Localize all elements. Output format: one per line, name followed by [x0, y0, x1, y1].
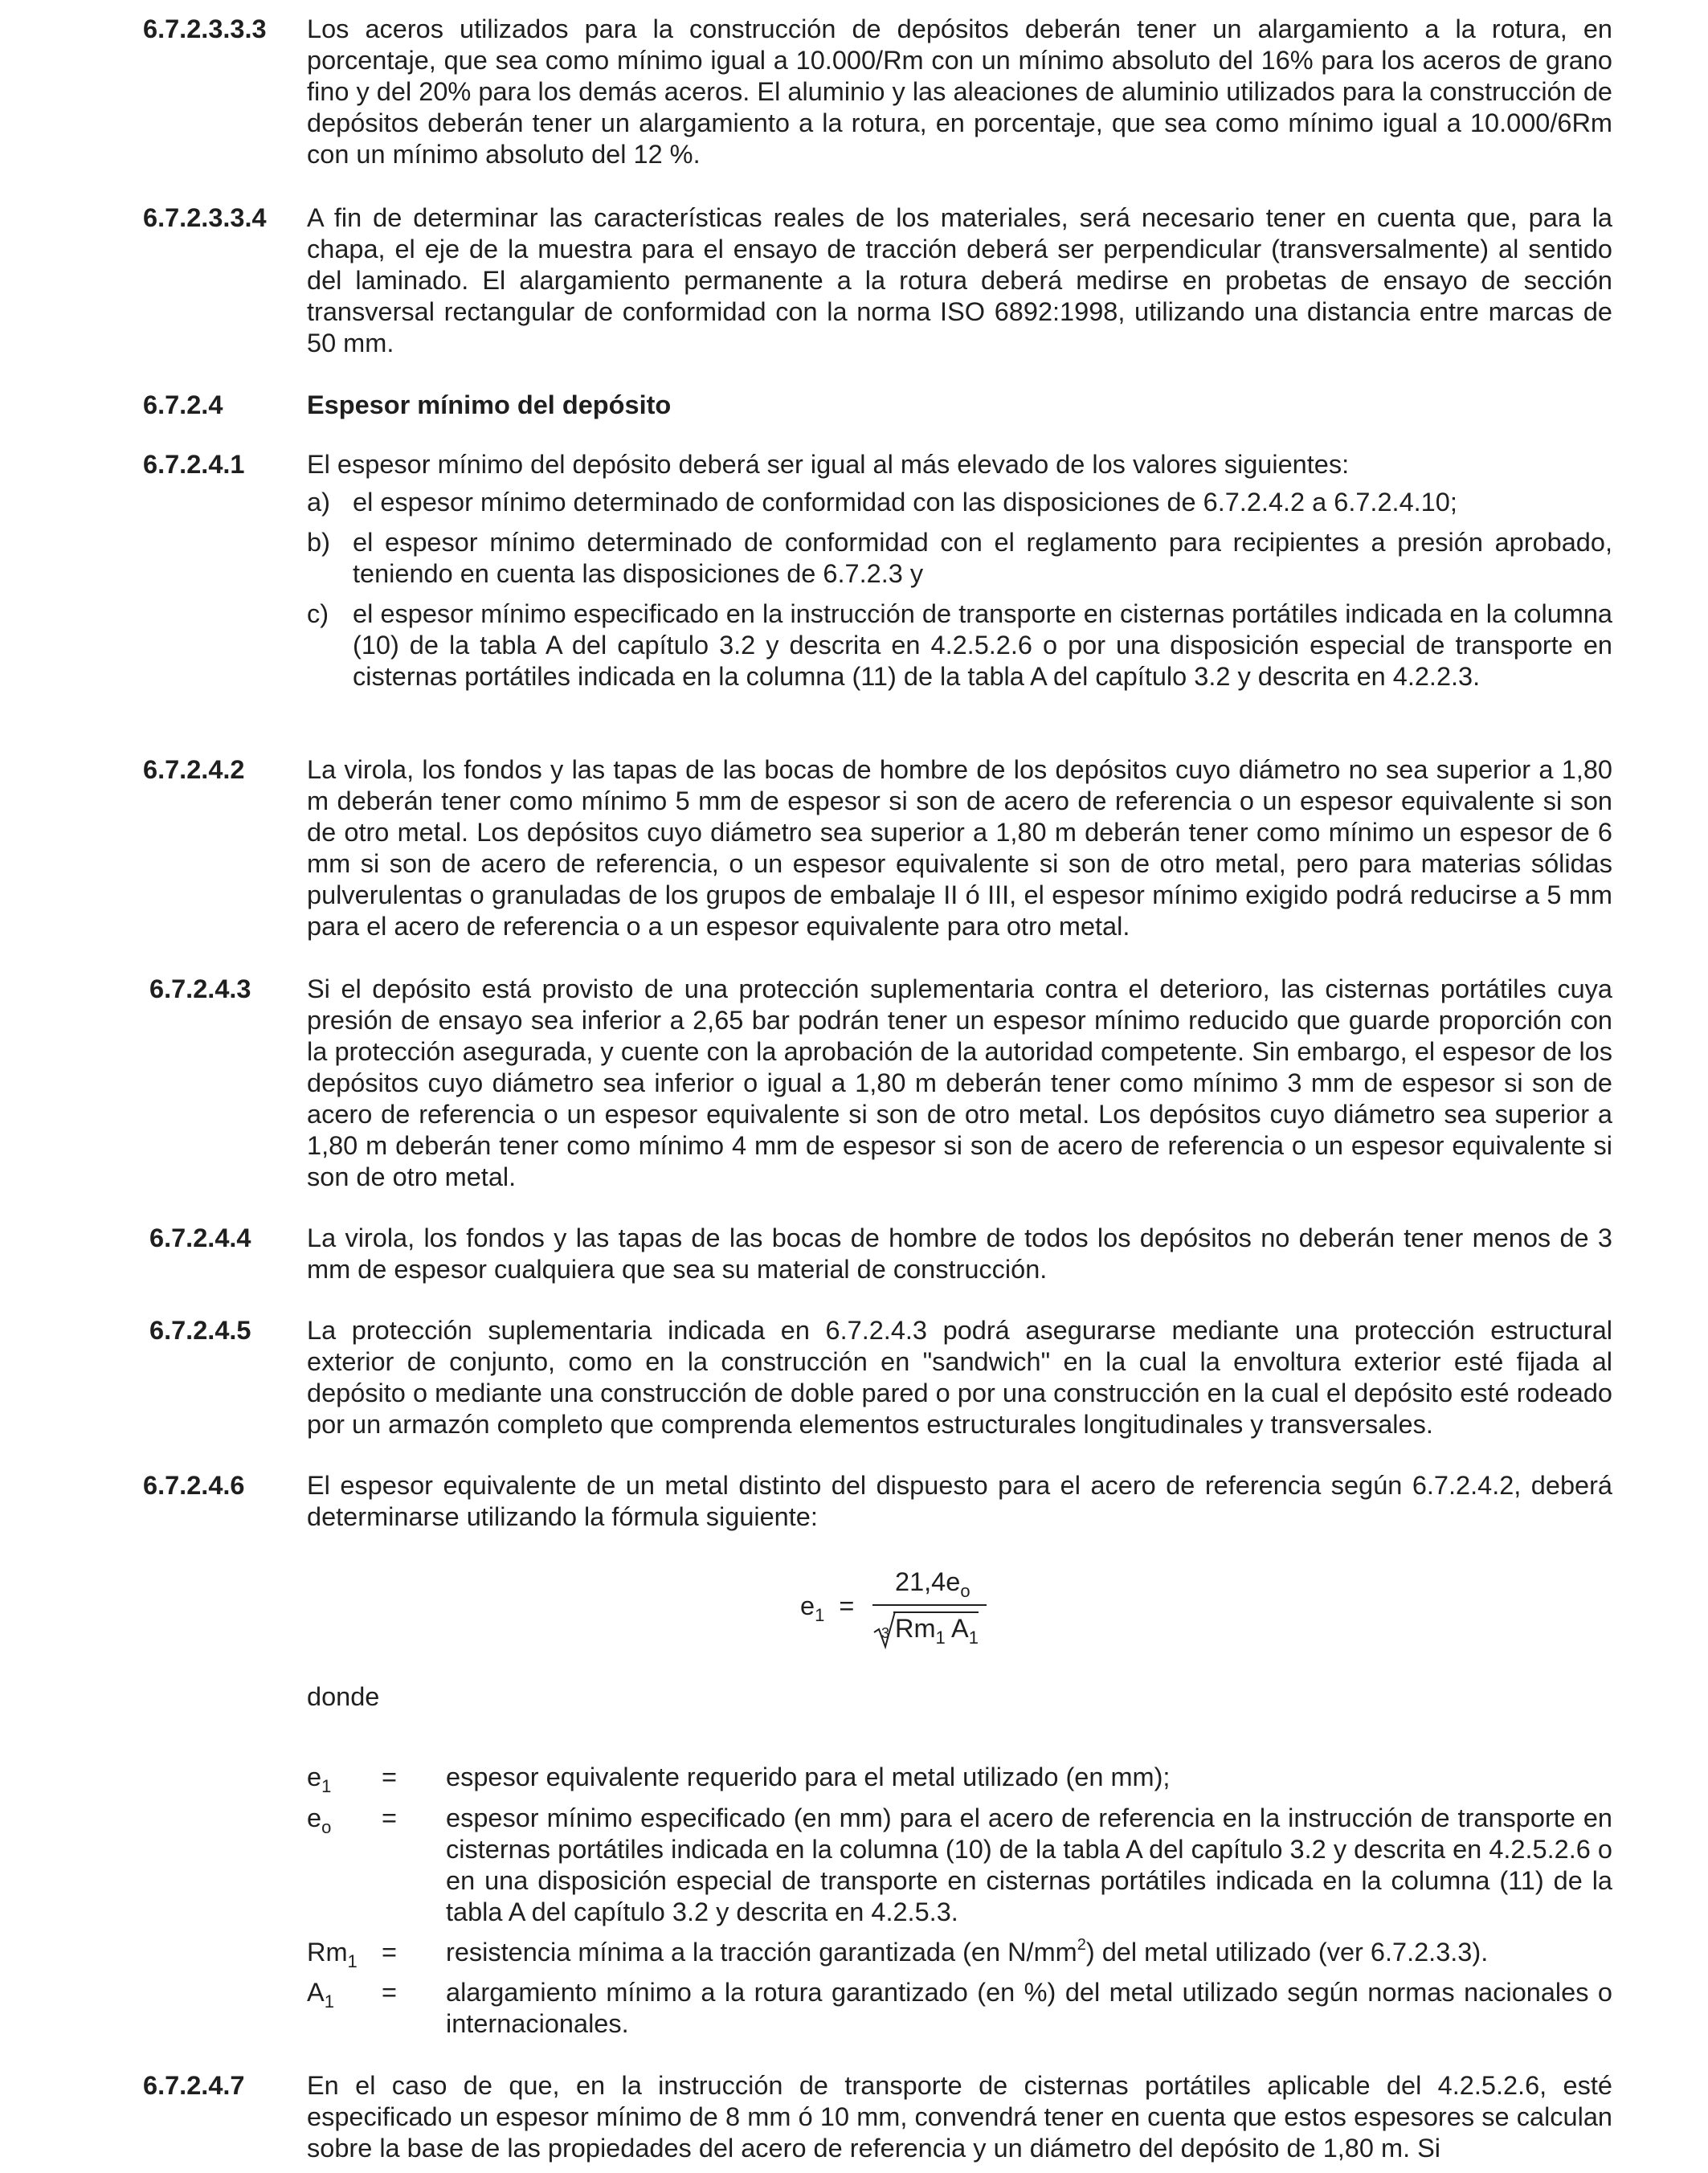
- equivalent-thickness-formula: [800, 1566, 993, 1655]
- clause-number: 6.7.2.4.6: [143, 1471, 245, 1500]
- definition-text: espesor equivalente requerido para el metal utilizado (en mm);: [446, 1762, 1171, 1791]
- definition-equals: =: [382, 1762, 397, 1791]
- definition-symbol: $Rm_1$: [307, 1938, 358, 1971]
- donde-label: donde: [307, 1682, 380, 1711]
- clause-text: A fin de determinar las características reales de los materiales, será necesario tener en cuenta que, para la chapa, el eje de la muestra para el ensayo de tracción deberá ser perpendicular (transversalmente) al sentido del laminado. El alargamiento permanente a la rotura deberá medirse en probetas de ensayo de sección transversal rectangular de conformidad con la norma ISO 6892:1998, utilizando una distancia entre marcas de 50 mm.: [307, 203, 1612, 357]
- list-label: c): [307, 599, 329, 628]
- formula-denominator: [872, 1608, 1001, 1656]
- list-label: a): [307, 488, 330, 517]
- formula-lhs: $e_1$ =: [800, 1591, 855, 1625]
- section-title: Espesor mínimo del depósito: [307, 390, 672, 419]
- clause-text: En el caso de que, en la instrucción de transporte de cisternas portátiles aplicable del 4.2.5.2.6, esté especificado un espesor mínimo de 8 mm ó 10 mm, convendrá tener en cuenta que estos espesores se calculan sobre la base de las propiedades del acero de referencia y un diámetro del depósito de 1,80 m. Si: [307, 2071, 1612, 2163]
- clause-number: 6.7.2.4.1: [143, 450, 245, 479]
- fraction-bar: [872, 1604, 987, 1606]
- clause-number: 6.7.2.3.3.4: [143, 203, 267, 232]
- definition-text: espesor mínimo especificado (en mm) para el acero de referencia en la instrucción de transporte en cisternas portátiles indicada en la columna (10) de la tabla A del capítulo 3.2 y descrita en 4.2.5.2.6 o en una disposición especial de transporte en cisternas portátiles indicada en la columna (11) de la tabla A del capítulo 3.2 y descrita en 4.2.5.3.: [446, 1803, 1612, 1926]
- clause-number: 6.7.2.4.4: [149, 1223, 251, 1252]
- list-text: el espesor mínimo especificado en la instrucción de transporte en cisternas portátiles indicada en la columna (10) de la tabla A del capítulo 3.2 y descrita en 4.2.5.2.6 o por una disposición especial de transporte en cisternas portátiles indicada en la columna (11) de la tabla A del capítulo 3.2 y descrita en 4.2.2.3.: [353, 599, 1612, 691]
- clause-number: 6.7.2.4.3: [149, 974, 251, 1003]
- definition-symbol: $e_1$: [307, 1762, 332, 1796]
- section-number: 6.7.2.4: [143, 390, 223, 419]
- list-label: b): [307, 528, 330, 557]
- definition-text: resistencia mínima a la tracción garantizada (en $N/mm^2$) del metal utilizado (ver 6.7.2.3.3).: [446, 1936, 1489, 1967]
- definition-symbol: $e_o$: [307, 1803, 332, 1837]
- clause-text: Si el depósito está provisto de una protección suplementaria contra el deterioro, las cisternas portátiles cuya presión de ensayo sea inferior a 2,65 bar podrán tener un espesor mínimo reducido que guarde proporción con la protección asegurada, y cuente con la aprobación de la autoridad competente. Sin embargo, el espesor de los depósitos cuyo diámetro sea inferior o igual a 1,80 m deberán tener como mínimo 3 mm de espesor si son de acero de referencia o un espesor equivalente si son de otro metal. Los depósitos cuyo diámetro sea superior a 1,80 m deberán tener como mínimo 4 mm de espesor si son de acero de referencia o un espesor equivalente si son de otro metal.: [307, 974, 1612, 1191]
- clause-text: El espesor mínimo del depósito deberá ser igual al más elevado de los valores siguientes:: [307, 450, 1350, 479]
- definition-symbol: $A_1$: [307, 1978, 334, 2012]
- clause-text: La protección suplementaria indicada en 6.7.2.4.3 podrá asegurarse mediante una protección estructural exterior de conjunto, como en la construcción en "sandwich" en la cual la envoltura exterior esté fijada al depósito o mediante una construcción de doble pared o por una construcción en la cual el depósito esté rodeado por un armazón completo que comprenda elementos estructurales longitudinales y transversales.: [307, 1316, 1612, 1439]
- root-index: 3: [881, 1625, 890, 1641]
- definition-equals: =: [382, 1938, 397, 1967]
- list-text: el espesor mínimo determinado de conformidad con el reglamento para recipientes a presión aprobado, teniendo en cuenta las disposiciones de 6.7.2.3 y: [353, 528, 1612, 588]
- formula-numerator: $21,4e_o$: [895, 1567, 970, 1601]
- clause-text: La virola, los fondos y las tapas de las bocas de hombre de todos los depósitos no deberán tener menos de 3 mm de espesor cualquiera que sea su material de construcción.: [307, 1223, 1612, 1284]
- clause-number: 6.7.2.4.5: [149, 1316, 251, 1345]
- definition-equals: =: [382, 1803, 397, 1832]
- list-text: el espesor mínimo determinado de conformidad con las disposiciones de 6.7.2.4.2 a 6.7.2.4.10;: [353, 488, 1457, 517]
- clause-number: 6.7.2.4.2: [143, 755, 245, 784]
- definition-equals: =: [382, 1978, 397, 2007]
- clause-text: Los aceros utilizados para la construcción de depósitos deberán tener un alargamiento a la rotura, en porcentaje, que sea como mínimo igual a 10.000/Rm con un mínimo absoluto del 16% para los aceros de grano fino y del 20% para los demás aceros. El aluminio y las aleaciones de aluminio utilizados para la construcción de depósitos deberán tener un alargamiento a la rotura, en porcentaje, que sea como mínimo igual a 10.000/6Rm con un mínimo absoluto del 12 %.: [307, 14, 1612, 169]
- clause-number: 6.7.2.4.7: [143, 2071, 245, 2100]
- denominator-text: $Rm_1$ $A_1$: [893, 1611, 979, 1647]
- clause-text: El espesor equivalente de un metal distinto del dispuesto para el acero de referencia según 6.7.2.4.2, deberá determinarse utilizando la fórmula siguiente:: [307, 1471, 1612, 1531]
- clause-number: 6.7.2.3.3.3: [143, 14, 267, 43]
- clause-text: La virola, los fondos y las tapas de las bocas de hombre de los depósitos cuyo diámetro no sea superior a 1,80 m deberán tener como mínimo 5 mm de espesor si son de acero de referencia o un espesor equivalente si son de otro metal. Los depósitos cuyo diámetro sea superior a 1,80 m deberán tener como mínimo un espesor de 6 mm si son de acero de referencia, o un espesor equivalente si son de otro metal, pero para materias sólidas pulverulentas o granuladas de los grupos de embalaje II ó III, el espesor mínimo exigido podrá reducirse a 5 mm para el acero de referencia o a un espesor equivalente para otro metal.: [307, 755, 1612, 941]
- definition-text: alargamiento mínimo a la rotura garantizado (en %) del metal utilizado según normas nacionales o internacionales.: [446, 1978, 1612, 2038]
